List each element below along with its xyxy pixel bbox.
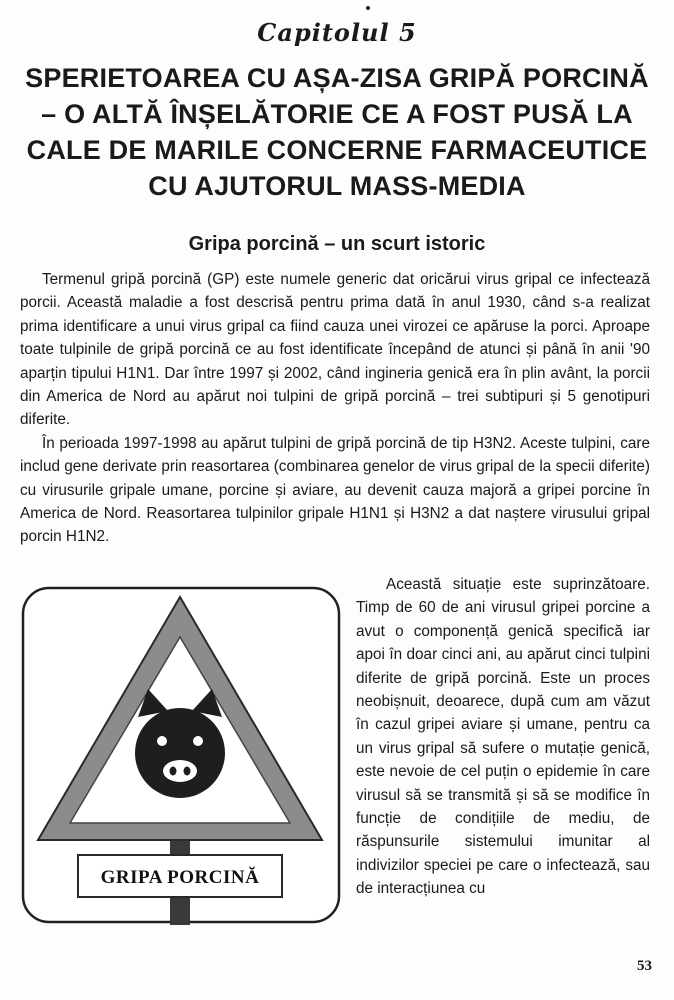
chapter-title-line: CU AJUTORUL MASS-MEDIA bbox=[148, 171, 526, 201]
side-column-text bbox=[356, 573, 650, 901]
paragraph: Termenul gripă porcină (GP) este numele generic dat oricărui virus gripal ce infectează porcii. Această maladie a fost descrisă pentru prima dată în anul 1930, când s-a realizat prima identificare a unui virus gripal ca fiind cauza unei virozei ce apăruse la porci. Aproape toate tulpinile de gripă porcină ce au fost identificate începând de atunci și până în anii '90 aparțin tipului H1N1. Dar între 1997 și 2002, când ingineria genică era în plin avânt, la porcii din America de Nord au apărut noi tulpini de gripă porcină – trei subtipuri și 5 genotipuri diferite. bbox=[20, 271, 650, 429]
page-number: 53 bbox=[637, 958, 652, 974]
paragraph: În perioada 1997-1998 au apărut tulpini de gripă porcină de tip H3N2. Aceste tulpini, care includ gene derivate prin reasortarea (combinarea genelor de virus gripal de la specii diferite) cu virusurile gripale umane, porcine și aviare, au devenit cauza majoră a gripei porcine în America de Nord. Reasortarea tulpinilor gripale H1N1 și H3N2 a dat naștere virusului gripal porcin H1N2. bbox=[20, 434, 650, 546]
section-heading: Gripa porcină – un scurt istoric bbox=[188, 233, 486, 255]
chapter-title bbox=[14, 60, 660, 204]
chapter-title-line: CALE DE MARILE CONCERNE FARMACEUTICE bbox=[26, 135, 648, 165]
warning-sign-figure bbox=[20, 585, 342, 925]
chapter-title-line: SPERIETOAREA CU AȘA-ZISA GRIPĂ PORCINĂ bbox=[25, 63, 649, 93]
chapter-title-line: – O ALTĂ ÎNȘELĂTORIE CE A FOST PUSĂ LA bbox=[41, 99, 633, 129]
chapter-label: Capitolul 5 bbox=[257, 18, 417, 47]
body-text bbox=[20, 268, 650, 549]
pig-warning-sign-icon bbox=[20, 585, 342, 925]
print-speck bbox=[366, 6, 370, 10]
paragraph: Această situație este suprinzătoare. Timp de 60 de ani virusul gripei porcine a avut o componență genică specifică iar apoi în doar cinci ani, au apărut cinci tulpini diferite de gripă porcină. Este un proces neobișnuit, deoarece, după cum am văzut în cazul gripei aviare și umane, pentru ca un virus gripal să sufere o mutație genică, este nevoie de cel puțin o epidemie în care virusul să se transmită și să se modifice în funcție de condițiile de mediu, de răspunsurile sistemului imunitar al indivizilor speciei pe care o infectează, sau de interacțiunea cu bbox=[356, 576, 650, 898]
sign-label: GRIPA PORCINĂ bbox=[100, 867, 260, 888]
